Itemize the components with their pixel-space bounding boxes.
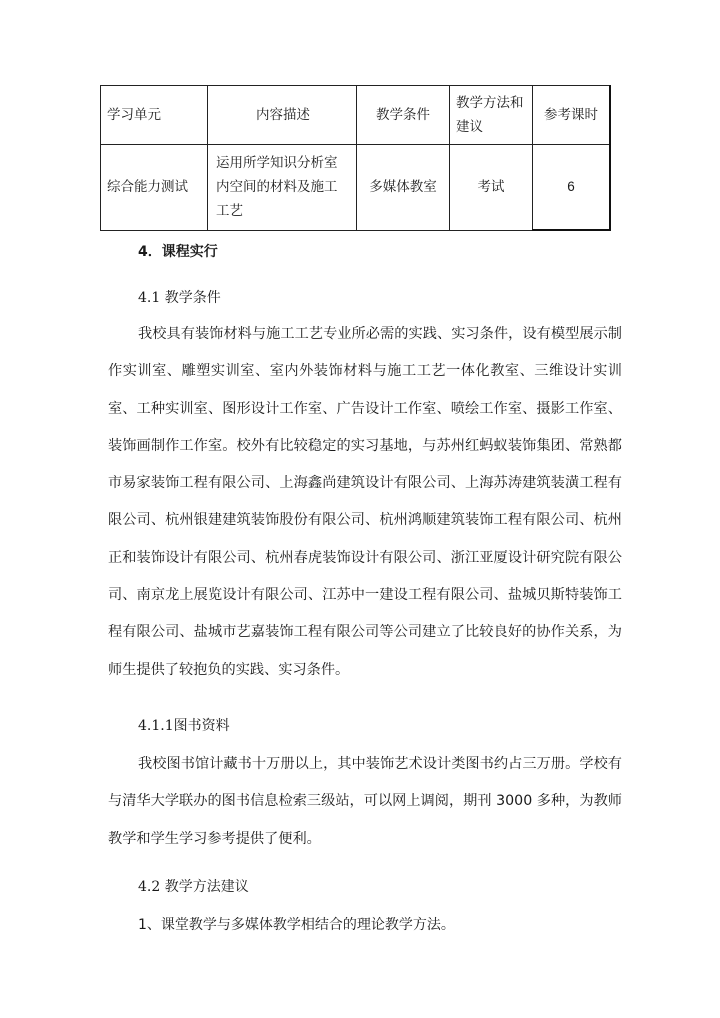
section-title: 教学条件 (164, 290, 221, 306)
cell-conditions: 多媒体教室 (357, 145, 450, 231)
teaching-conditions-paragraph: 我校具有装饰材料与施工工艺专业所必需的实践、实习条件，设有模型展示制作实训室、雕塑实训室、室内外装饰材料与施工工艺一体化教室、三维设计实训室、工种实训室、图形设计工作室、广告设计工作室、喷绘工作室、摄影工作室、装饰画制作工作室。校外有比较稳定的实习基地，与苏州红蚂蚁装饰集团、常熟都市易家装饰工程有限公司、上海鑫尚建筑设计有限公司、上海苏涛建筑装潢工程有限公司、杭州银建建筑装饰股份有限公司、杭州鸿顺建筑装饰工程有限公司、杭州正和装饰设计有限公司、杭州春虎装饰设计有限公司、浙江亚厦设计研究院有限公司、南京龙上展览设计有限公司、江苏中一建设工程有限公司、盐城贝斯特装饰工程有限公司、盐城市艺嘉装饰工程有限公司等公司建立了比较良好的协作关系，为师生提供了较抱负的实践、实习条件。 (108, 326, 622, 678)
section-title: 教学方法建议 (164, 879, 249, 895)
section-4-2-heading (138, 876, 249, 896)
section-number: 4.1 (138, 290, 161, 306)
library-paragraph: 我校图书馆计藏书十万册以上，其中装饰艺术设计类图书约占三万册。学校有与清华大学联办的图书信息检索三级站，可以网上调阅，期刊 3000 多种，为教师教学和学生学习参考提供了便利。 (108, 756, 622, 847)
header-content: 内容描述 (208, 86, 357, 145)
table-header-row (101, 86, 611, 145)
header-hours: 参考课时 (533, 86, 611, 145)
header-method: 教学方法和 建议 (450, 86, 533, 145)
cell-unit: 综合能力测试 (101, 145, 208, 231)
course-unit-table (100, 85, 611, 231)
section-4-1-heading (138, 287, 221, 307)
section-4-1-1-heading (138, 715, 230, 735)
cell-content: 运用所学知识分析室 内空间的材料及施工 工艺 (208, 145, 357, 231)
header-unit: 学习单元 (101, 86, 208, 145)
section-number: 4.1.1 (138, 718, 174, 734)
cell-hours: 6 (533, 145, 611, 231)
section-number: 4.2 (138, 879, 161, 895)
method-item-1: 1、课堂教学与多媒体教学相结合的理论教学方法。 (138, 917, 455, 933)
section-4-heading: 4．课程实行 (138, 244, 218, 260)
section-title: 图书资料 (173, 718, 230, 734)
table-row (101, 145, 611, 231)
header-conditions: 教学条件 (357, 86, 450, 145)
cell-method: 考试 (450, 145, 533, 231)
